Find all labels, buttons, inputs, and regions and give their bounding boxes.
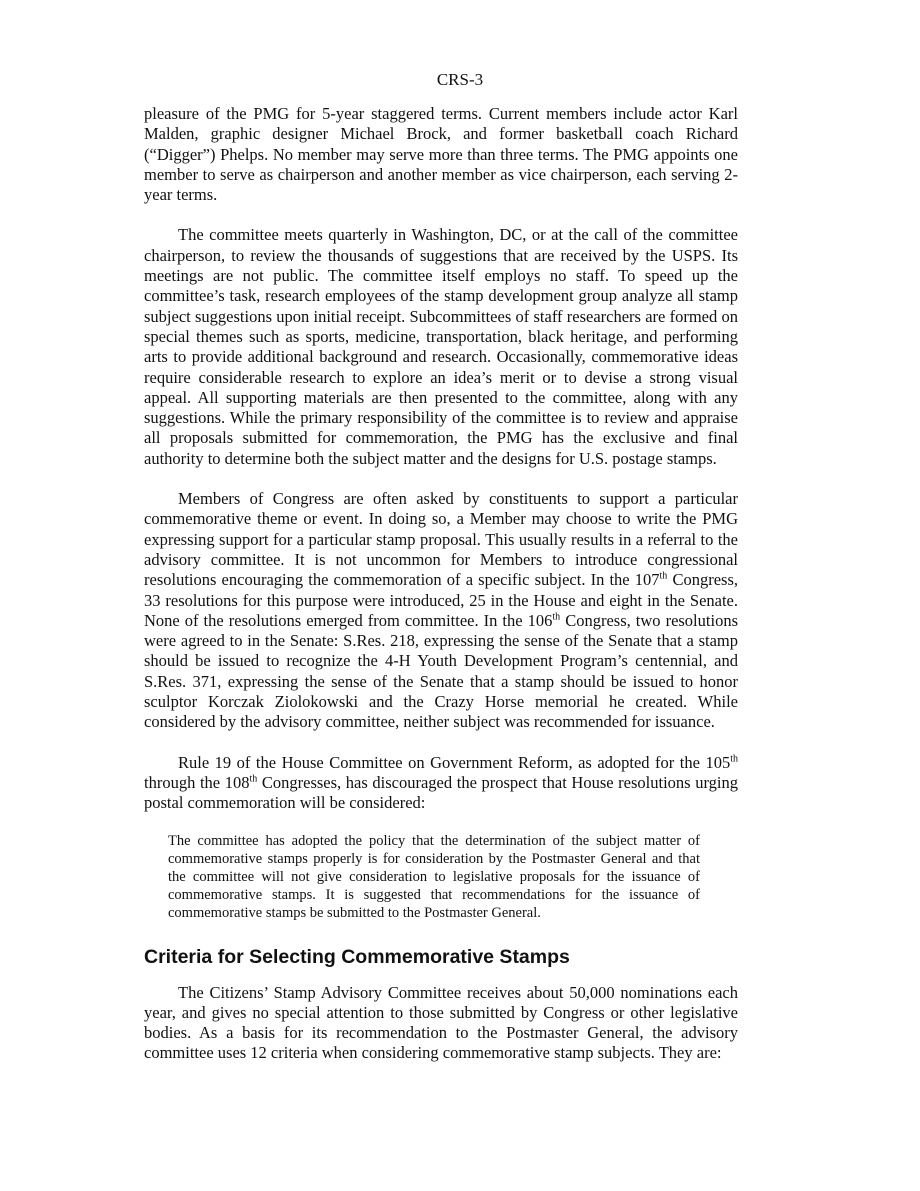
document-body: [144, 104, 738, 1064]
text-segment: through the 108: [144, 772, 250, 792]
superscript: th: [730, 753, 738, 765]
paragraph-rule-19: [144, 753, 738, 814]
block-quote: The committee has adopted the policy that the determination of the subject matter of commemorative stamps properly is for consideration by the Postmaster General and that the committee will not give consideration to legislative proposals for the issuance of commemorative stamps. It is suggested that recommendations for the issuance of commemorative stamps be submitted to the Postmaster General.: [168, 832, 700, 922]
paragraph-terms: pleasure of the PMG for 5-year staggered terms. Current members include actor Karl Malden, graphic designer Michael Brock, and former basketball coach Richard (“Digger”) Phelps. No member may serve more than three terms. The PMG appoints one member to serve as chairperson and another member as vice chairperson, each serving 2-year terms.: [144, 104, 738, 205]
superscript: th: [552, 611, 561, 623]
text-segment: Members of Congress are often asked by constituents to support a particular commemorative theme or event. In doing so, a Member may choose to write the PMG expressing support for a particular stamp proposal. This usually results in a referral to the advisory committee. It is not uncommon for Members to introduce congressional resolutions encouraging the commemoration of a specific subject. In the 107: [144, 489, 738, 590]
superscript: th: [659, 570, 668, 582]
superscript: th: [249, 773, 258, 785]
text-segment: Rule 19 of the House Committee on Government Reform, as adopted for the 105: [178, 752, 731, 772]
paragraph-congress-role: [144, 489, 738, 733]
paragraph-committee-meetings: The committee meets quarterly in Washington, DC, or at the call of the committee chairperson, to review the thousands of suggestions that are received by the USPS. Its meetings are not public. The committee itself employs no staff. To speed up the committee’s task, research employees of the stamp development group analyze all stamp subject suggestions upon initial receipt. Subcommittees of staff researchers are formed on special themes such as sports, medicine, transportation, black heritage, and performing arts to provide additional background and research. Occasionally, commemorative ideas require considerable research to explore an idea’s merit or to devise a strong visual appeal. All supporting materials are then presented to the committee, along with any suggestions. While the primary responsibility of the committee is to review and appraise all proposals submitted for commemoration, the PMG has the exclusive and final authority to determine both the subject matter and the designs for U.S. postage stamps.: [144, 225, 738, 468]
text-segment: Congresses, has discouraged the prospect that House resolutions urging postal commemoration will be considered:: [144, 772, 738, 813]
section-heading: Criteria for Selecting Commemorative Stamps: [144, 945, 570, 968]
page-header: CRS-3: [436, 70, 484, 89]
text-segment: Congress, 33 resolutions for this purpose were introduced, 25 in the House and eight in the Senate. None of the resolutions emerged from committee. In the 106: [144, 570, 738, 630]
paragraph-criteria-intro: The Citizens’ Stamp Advisory Committee receives about 50,000 nominations each year, and gives no special attention to those submitted by Congress or other legislative bodies. As a basis for its recommendation to the Postmaster General, the advisory committee uses 12 criteria when considering commemorative stamp subjects. They are:: [144, 982, 738, 1063]
text-segment: Congress, two resolutions were agreed to in the Senate: S.Res. 218, expressing the sense of the Senate that a stamp should be issued to recognize the 4-H Youth Development Program’s centennial, and S.Res. 371, expressing the sense of the Senate that a stamp should be issued to honor sculptor Korczak Ziolokowski and the Crazy Horse memorial he created. While considered by the advisory committee, neither subject was recommended for issuance.: [144, 610, 738, 732]
